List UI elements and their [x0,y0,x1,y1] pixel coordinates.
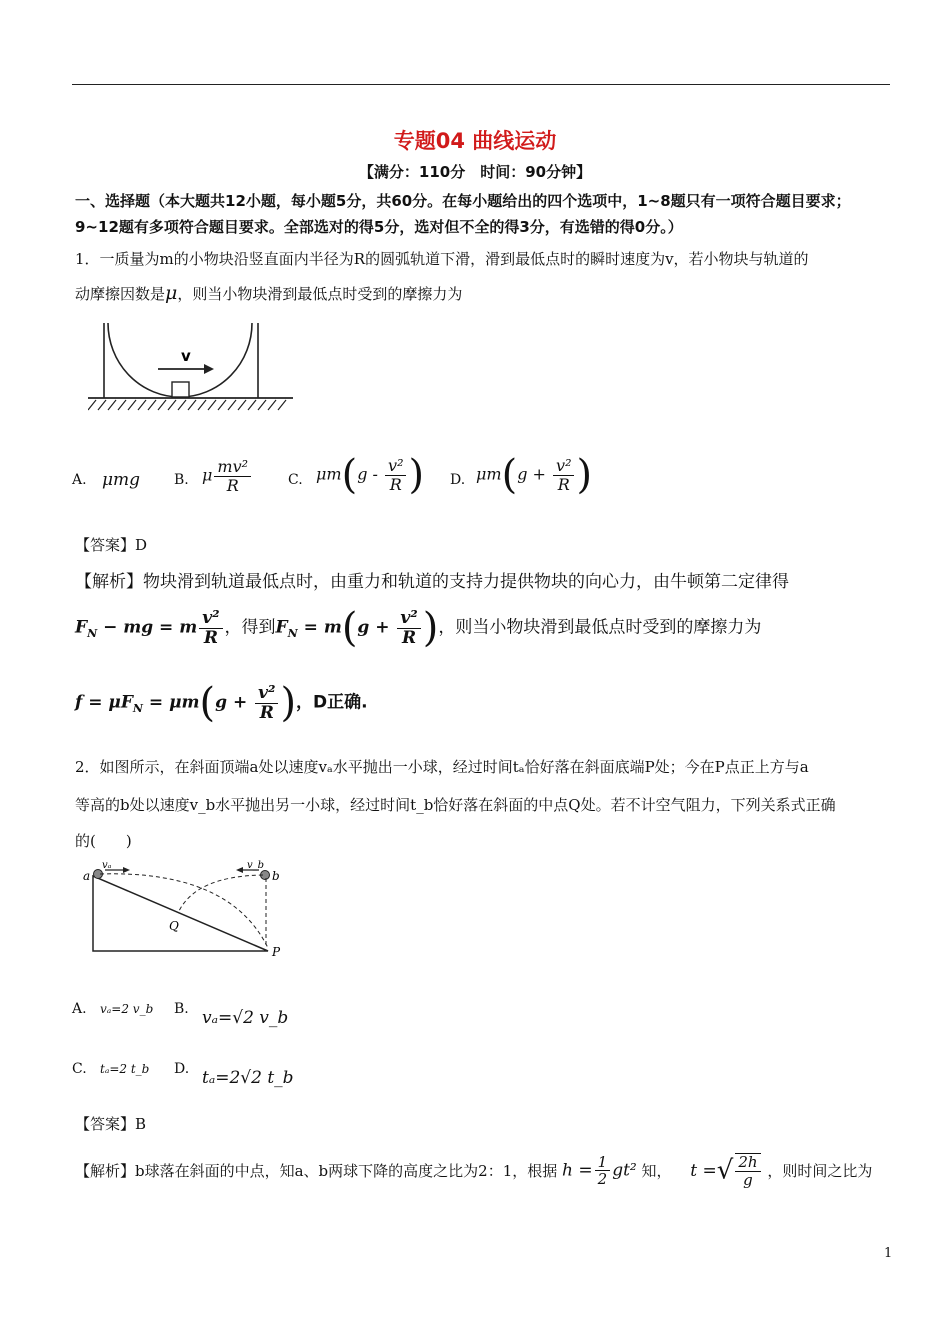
q1-option-c: μm(g - $\frac{\text{v²}}{R}$ ) [316,452,425,498]
va-label: vₐ [102,860,112,871]
q1-equation-2: $f = \mu F_N = \mu m(g$ + $\frac{\text{v²}}{R}$ )，D正确. [75,680,368,726]
point-p-label: P [272,945,281,958]
section-instructions-1: 一、选择题（本大题共12小题，每小题5分，共60分。在每小题给出的四个选项中，1~8题只有一项符合题目要求； [75,192,851,210]
q1-equation-1: $F_N$ − mg = m $\frac{\text{v²}}{R}$ ，得到$F_N = m(g$ + $\frac{\text{v²}}{R}$ )，则当小物块滑到最低点时受到的摩擦力为 [75,605,762,651]
q1-option-c-label: C. [288,472,303,488]
header-rule [72,84,890,85]
q1-option-b: μ $\frac{\text{mv²}}{R}$ [202,458,253,494]
q2-analysis: 【解析】b球落在斜面的中点，知a、b两球下降的高度之比为2：1，根据 h = $\frac{1}{2}$ gt² 知， t =√ $\frac{2h}{g}$ ，则时间之比为 [75,1152,873,1189]
q2-incline-figure [75,858,290,958]
q2-option-a-label: A. [72,1001,87,1017]
q2-text-line2: 等高的b处以速度v_b水平抛出另一小球，经过时间t_b恰好落在斜面的中点Q处。若不计空气阻力，下列关系式正确 [75,796,836,814]
q1-answer: 【答案】D [75,536,148,554]
q1-option-d-label: D. [450,472,466,488]
velocity-label: v [181,347,191,365]
point-a-label: a [83,869,91,883]
point-q-label: Q [169,919,179,933]
vb-label: v_b [247,860,265,871]
q2-option-c: tₐ=2 t_b [100,1062,150,1076]
q2-option-c-label: C. [72,1061,87,1077]
q1-analysis-head: 【解析】物块滑到轨道最低点时，由重力和轨道的支持力提供物块的向心力，由牛顿第二定律得 [75,572,789,592]
q2-option-d-label: D. [174,1061,190,1077]
page-number: 1 [884,1246,893,1261]
score-time: 【满分：110分 时间：90分钟】 [358,163,592,181]
point-b-label: b [272,869,280,883]
q2-text-line3: 的( ) [75,832,132,850]
q2-option-d: tₐ=2√2 t_b [202,1068,294,1088]
q1-option-d: μm(g + $\frac{\text{v²}}{R}$ ) [476,452,593,498]
q1-option-a-label: A. [72,472,87,488]
q2-option-a: vₐ=2 v_b [100,1002,154,1016]
q1-text-line2: 动摩擦因数是μ，则当小物块滑到最低点时受到的摩擦力为 [75,282,463,304]
q2-option-b-label: B. [174,1001,189,1017]
q1-circular-track-figure [88,318,298,413]
q2-answer: 【答案】B [75,1115,147,1133]
q1-option-b-label: B. [174,472,189,488]
page-title: 专题04 曲线运动 [393,129,557,153]
q2-text-line1: 2．如图所示，在斜面顶端a处以速度vₐ水平抛出一小球，经过时间tₐ恰好落在斜面底端P处；今在P点正上方与a [75,758,809,776]
section-instructions-2: 9~12题有多项符合题目要求。全部选对的得5分，选对但不全的得3分，有选错的得0分。） [75,218,683,236]
q1-text-line1: 1．一质量为m的小物块沿竖直面内半径为R的圆弧轨道下滑，滑到最低点时的瞬时速度为v，若小物块与轨道的 [75,250,809,268]
q2-option-b: vₐ=√2 v_b [202,1008,289,1028]
q1-option-a: μmg [102,470,141,490]
